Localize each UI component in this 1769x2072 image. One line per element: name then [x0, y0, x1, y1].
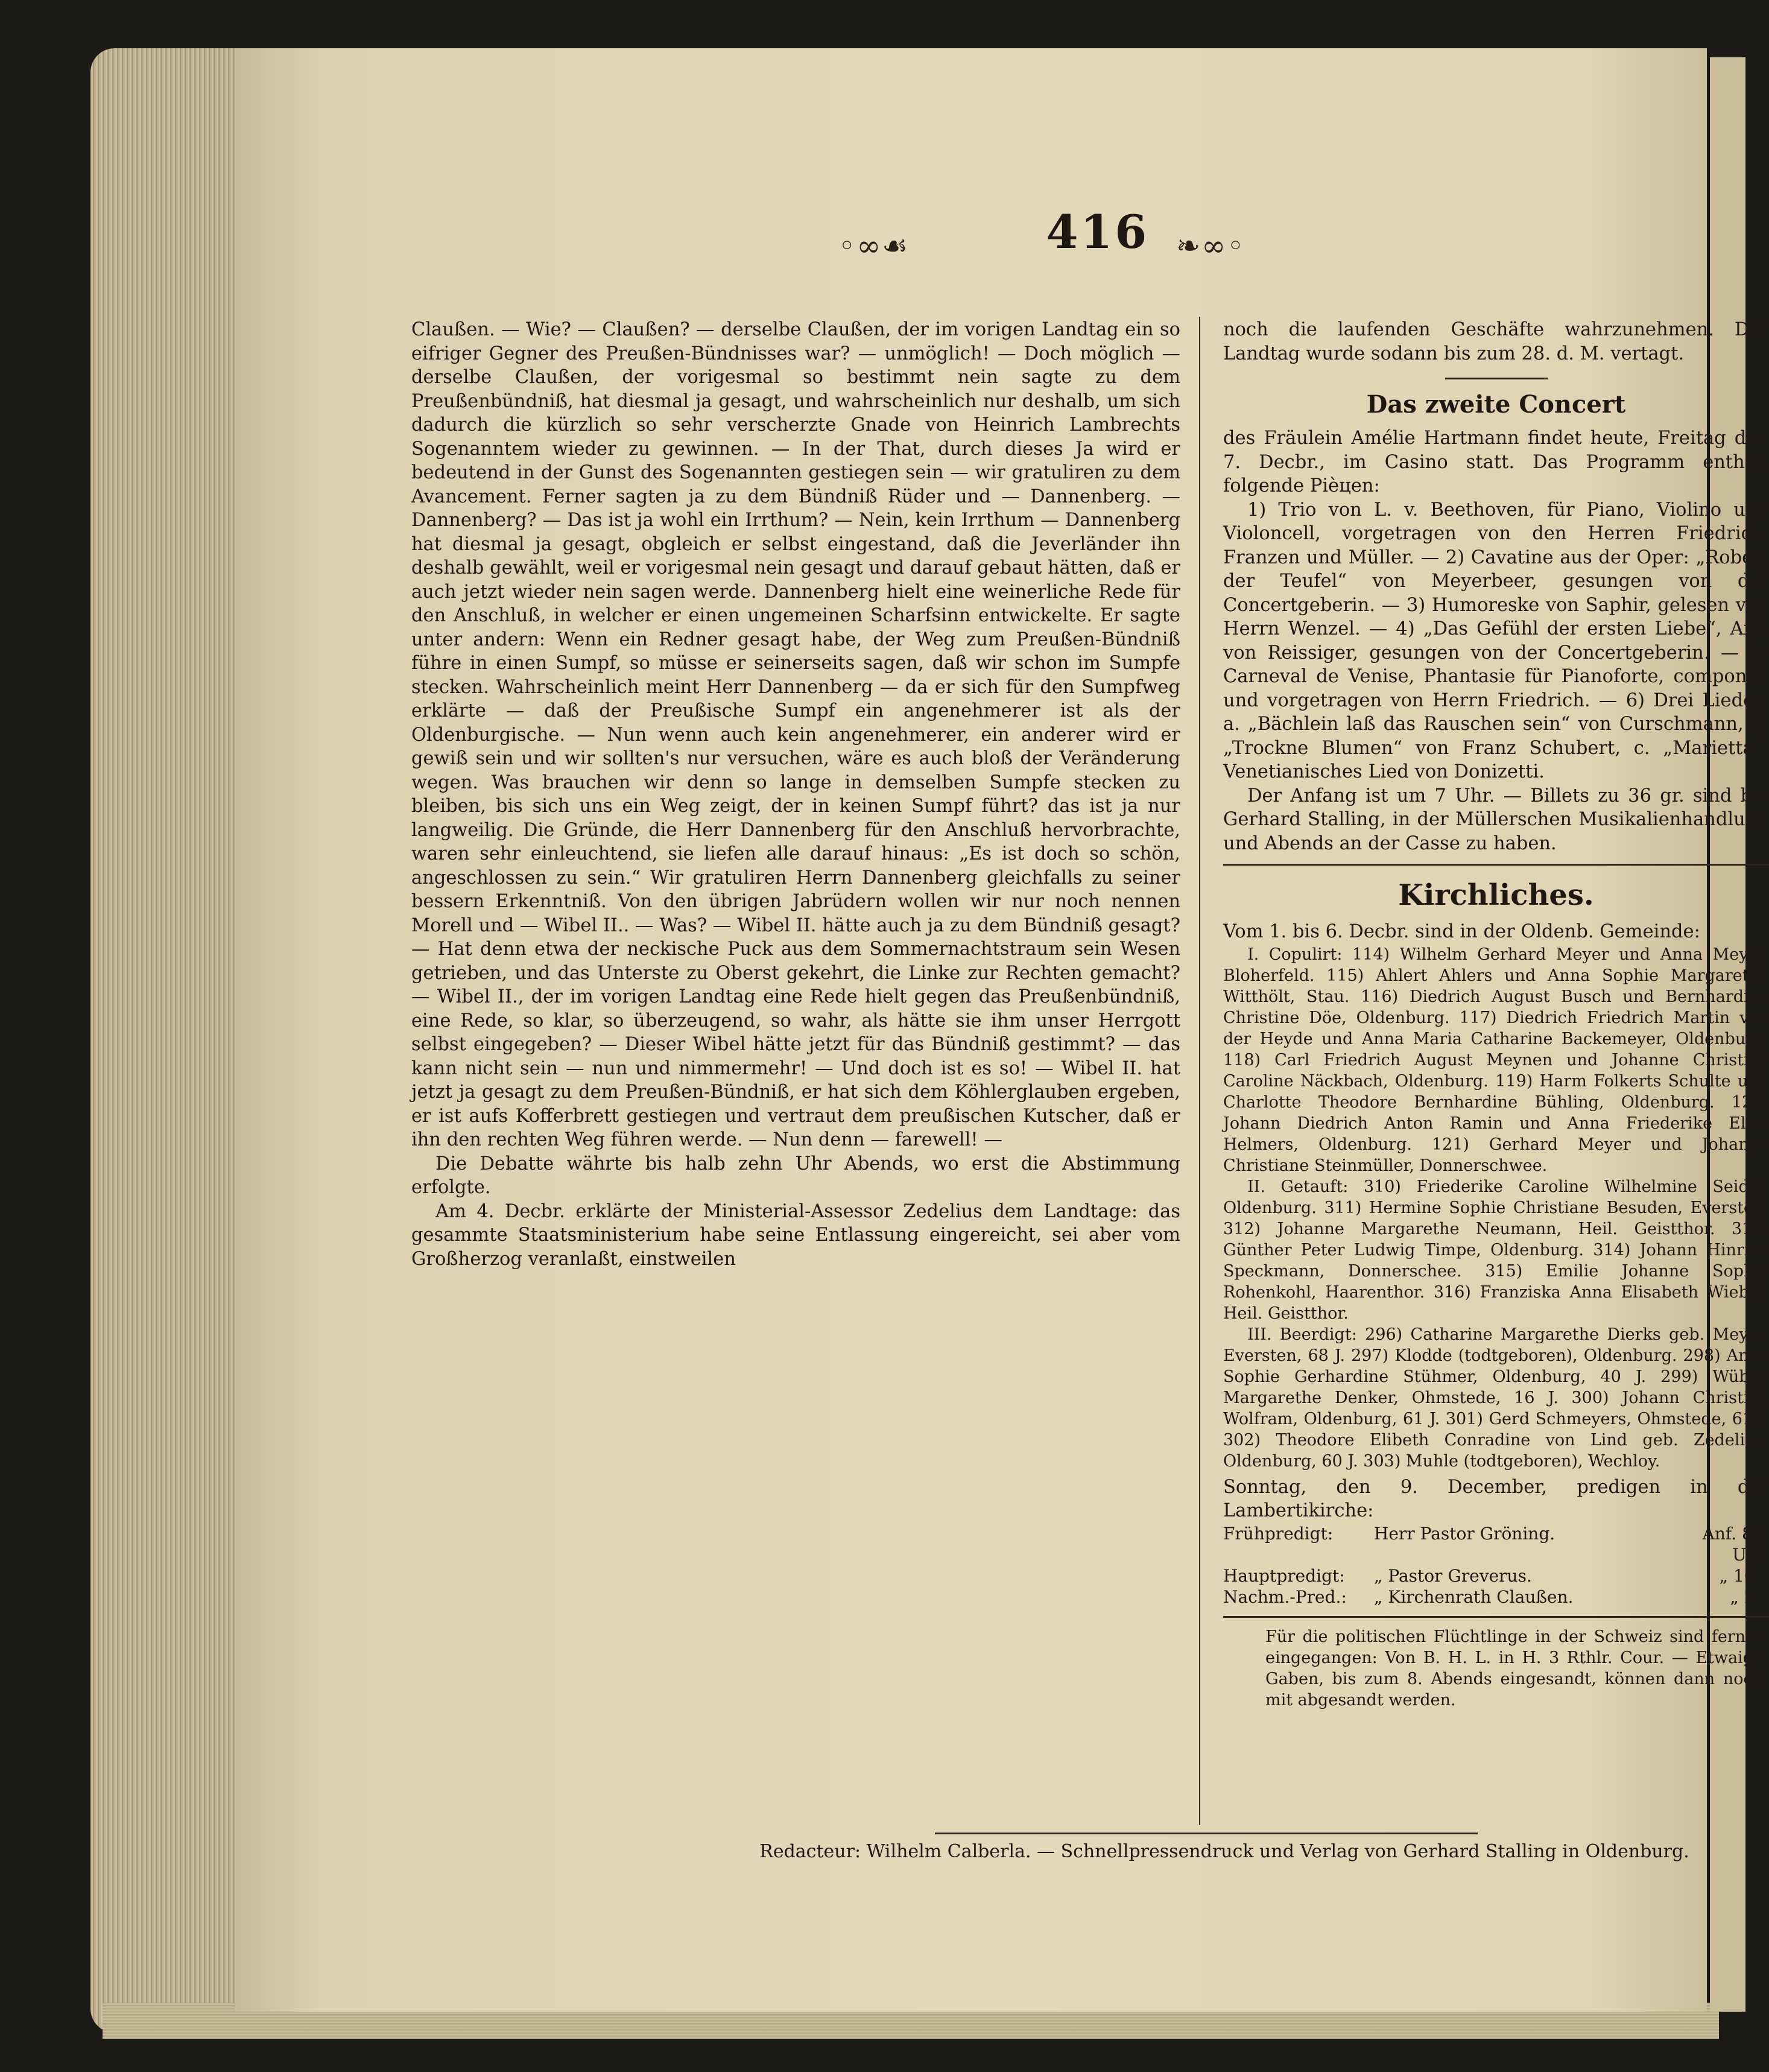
- getauft-list: II. Getauft: 310) Friederike Caroline Wilhelmine Seidel, Oldenburg. 311) Hermine Sophie Christiane Besuden, Eversten. 312) Johanne Margarethe Neumann, Heil. Geistthor. 313) Günther Peter Ludwig Timpe, Oldenburg. 314) Johann Hinrich Speckmann, Donnerschee. 315) Emilie Johanne Sophie Rohenkohl, Haarenthor. 316) Franziska Anna Elisabeth Wiebel, Heil. Geistthor.: [1223, 1177, 1769, 1323]
- schedule-preacher: „ Kirchenrath Claußen.: [1374, 1586, 1574, 1607]
- left-ornament-icon: ◦∞☙: [838, 229, 910, 263]
- right-column: [1223, 318, 1769, 1711]
- schedule-row: [1223, 1523, 1769, 1565]
- landtag-report: Claußen. — Wie? — Claußen? — derselbe Claußen, der im vorigen Landtag ein so eifriger Gegner des Preußen-Bündnisses war? — unmöglich! — Doch möglich — derselbe Claußen, der vorigesmal so bestimmt nein sagte zu dem Preußenbündniß, hat diesmal ja gesagt, und wahrscheinlich nur deshalb, um sich dadurch die kürzlich so sehr verscherzte Gnade von Heinrich Lambrechts Sogenanntem wieder zu gewinnen. — In der That, durch dieses Ja wird er bedeutend in der Gunst des Sogenannten gestiegen sein — wir gratuliren zu dem Avancement. Ferner sagten ja zu dem Bündniß Rüder und — Dannenberg. — Dannenberg? — Das ist ja wohl ein Irrthum? — Nein, kein Irrthum — Dannenberg hat diesmal ja gesagt, obgleich er selbst eingestand, daß die Jeverländer ihn deshalb gewählt, weil er vorigesmal nein gesagt und darauf gebaut hätten, daß er auch jetzt wieder nein sagen werde. Dannenberg hielt eine weinerliche Rede für den Anschluß, in welcher er einen ungemeinen Scharfsinn entwickelte. Er sagte unter andern: Wenn ein Redner gesagt habe, der Weg zum Preußen-Bündniß führe in einen Sumpf, so müsse er seinerseits sagen, daß wir schon im Sumpfe stecken. Wahrscheinlich meint Herr Dannenberg — da er sich für den Sumpfweg erklärte — daß der Preußische Sumpf ein angenehmerer ist als der Oldenburgische. — Nun wenn auch kein angenehmerer, ein anderer wird er gewiß sein und wir sollten's nur versuchen, wäre es auch bloß der Veränderung wegen. Was brauchen wir denn so lange in demselben Sumpfe stecken zu bleiben, bis sich uns ein Weg zeigt, der in keinen Sumpf führt? das ist ja nur langweilig. Die Gründe, die Herr Dannenberg für den Anschluß hervorbrachte, waren sehr einleuchtend, sie liefen alle darauf hinaus: „Es ist doch so schön, angeschlossen zu sein.“ Wir gratuliren Herrn Dannenberg gleichfalls zu seiner bessern Erkenntniß. Von den übrigen Jabrüdern wollen wir nur noch nennen Morell und — Wibel II.. — Was? — Wibel II. hätte auch ja zu dem Bündniß gesagt? — Hat denn etwa der neckische Puck aus dem Sommernachtstraum sein Wesen getrieben, und das Unterste zu Oberst gekehrt, die Linke zur Rechten gemacht? — Wibel II., der im vorigen Landtag eine Rede hielt gegen das Preußenbündniß, eine Rede, so klar, so überzeugend, so wahr, als hätte sie ihm unser Herrgott selbst eingegeben? — Dieser Wibel hätte jetzt für das Bündniß gestimmt? — das kann nicht sein — nun und nimmermehr! — Und doch ist es so! — Wibel II. hat jetzt ja gesagt zu dem Preußen-Bündniß, er hat sich dem Köhlerglauben ergeben, er ist aufs Kofferbrett gestiegen und vertraut dem preußischen Kutscher, daß er ihn den rechten Weg führen werde. — Nun denn — farewell! —: [411, 319, 1180, 1150]
- right-ornament-icon: ❧∞◦: [1176, 229, 1245, 263]
- schedule-label: Nachm.-Pred.:: [1223, 1586, 1347, 1607]
- beerdigt-list: III. Beerdigt: 296) Catharine Margarethe Dierks geb. Meyer, Eversten, 68 J. 297) Klodde (todtgeboren), Oldenburg. 298) Anna Sophie Gerhardine Stühmer, Oldenburg, 40 J. 299) Wübke Margarethe Denker, Ohmstede, 16 J. 300) Johann Christian Wolfram, Oldenburg, 61 J. 301) Gerd Schmeyers, Ohmstede, 61 J. 302) Theodore Elibeth Conradine von Lind geb. Zedelius, Oldenburg, 60 J. 303) Muhle (todtgeboren), Wechloy.: [1223, 1325, 1769, 1471]
- church-heading: Kirchliches.: [1398, 878, 1594, 912]
- newspaper-page: [235, 48, 1769, 2012]
- section-rule: [1223, 1616, 1769, 1618]
- ministry-paragraph: Am 4. Decbr. erklärte der Ministerial-Assessor Zedelius dem Landtage: das gesammte Staatsministerium habe seine Entlassung eingereicht, sei aber vom Großherzog veranlaßt, einstweilen: [411, 1200, 1180, 1270]
- imprint-footer: Redacteur: Wilhelm Calberla. — Schnellpressendruck und Verlag von Gerhard Stalling in Oldenburg.: [759, 1841, 1689, 1862]
- concert-tickets: Der Anfang ist um 7 Uhr. — Billets zu 36 gr. sind bei Gerhard Stalling, in der Müllerschen Musikalienhandlung und Abends an der Casse zu haben.: [1223, 785, 1769, 854]
- schedule-time: „ 2 „: [1730, 1586, 1769, 1607]
- debate-paragraph: Die Debatte währte bis halb zehn Uhr Abends, wo erst die Abstimmung erfolgte.: [411, 1153, 1180, 1198]
- book-page-edges: [90, 48, 241, 2033]
- copulirt-list: I. Copulirt: 114) Wilhelm Gerhard Meyer und Anna Meyer, Bloherfeld. 115) Ahlert Ahlers und Anna Sophie Margarethe Witthölt, Stau. 116) Diedrich August Busch und Bernhardine Christine Döe, Oldenburg. 117) Diedrich Friedrich Martin von der Heyde und Anna Maria Catharine Backemeyer, Oldenburg. 118) Carl Friedrich August Meynen und Johanne Christine Caroline Näckbach, Oldenburg. 119) Harm Folkerts Schulte und Charlotte Theodore Bernhardine Bühling, Oldenburg. 120) Johann Diedrich Anton Ramin und Anna Friederike Elise Helmers, Oldenburg. 121) Gerhard Meyer und Johanne Christiane Steinmüller, Donnerschwee.: [1223, 945, 1769, 1175]
- schedule-label: Hauptpredigt:: [1223, 1565, 1345, 1586]
- page-number: 416: [1046, 205, 1150, 259]
- schedule-time: Anf. 8½ Uhr.: [1702, 1523, 1769, 1565]
- schedule-label: Frühpredigt:: [1223, 1523, 1334, 1544]
- schedule-row: [1223, 1565, 1769, 1586]
- concert-program: 1) Trio von L. v. Beethoven, für Piano, Violino und Violoncell, vorgetragen von den Herren Friedrich, Franzen und Müller. — 2) Cavatine aus der Oper: „Robert der Teufel“ von Meyerbeer, gesungen von der Concertgeberin. — 3) Humoreske von Saphir, gelesen von Herrn Wenzel. — 4) „Das Gefühl der ersten Liebe“, Arie von Reissiger, gesungen von der Concertgeberin. — 5) Carneval de Venise, Phantasie für Pianoforte, componirt und vorgetragen von Herrn Friedrich. — 6) Drei Lieder: a. „Bächlein laß das Rauschen sein“ von Curschmann, b. „Trockne Blumen“ von Franz Schubert, c. „Marietta“, Venetianisches Lied von Donizetti.: [1223, 499, 1769, 782]
- church-intro: Vom 1. bis 6. Decbr. sind in der Oldenb. Gemeinde:: [1223, 921, 1700, 942]
- continuation-paragraph: noch die laufenden Geschäfte wahrzunehmen. Der Landtag wurde sodann bis zum 28. d. M. vertagt.: [1223, 319, 1769, 364]
- section-rule: [1445, 378, 1548, 379]
- sunday-line: Sonntag, den 9. December, predigen in der Lambertikirche:: [1223, 1476, 1769, 1521]
- schedule-time: „ 10 „: [1719, 1565, 1769, 1586]
- schedule-preacher: Herr Pastor Gröning.: [1374, 1523, 1555, 1544]
- refugee-notice: Für die politischen Flüchtlinge in der Schweiz sind ferner eingegangen: Von B. H. L. in H. 3 Rthlr. Cour. — Etwaige Gaben, bis zum 8. Abends eingesandt, können dann noch mit abgesandt werden.: [1265, 1627, 1763, 1709]
- left-column: [411, 318, 1180, 1271]
- page-header: [838, 205, 1357, 271]
- concert-heading: Das zweite Concert: [1366, 390, 1626, 419]
- column-divider: [1199, 317, 1200, 1825]
- schedule-preacher: „ Pastor Greverus.: [1374, 1565, 1532, 1586]
- sermon-schedule: [1223, 1523, 1769, 1608]
- concert-intro: des Fräulein Amélie Hartmann findet heute, Freitag den 7. Decbr., im Casino statt. Das Programm enthält folgende Pièцen:: [1223, 428, 1769, 496]
- section-rule: [1223, 864, 1769, 866]
- schedule-row: [1223, 1586, 1769, 1608]
